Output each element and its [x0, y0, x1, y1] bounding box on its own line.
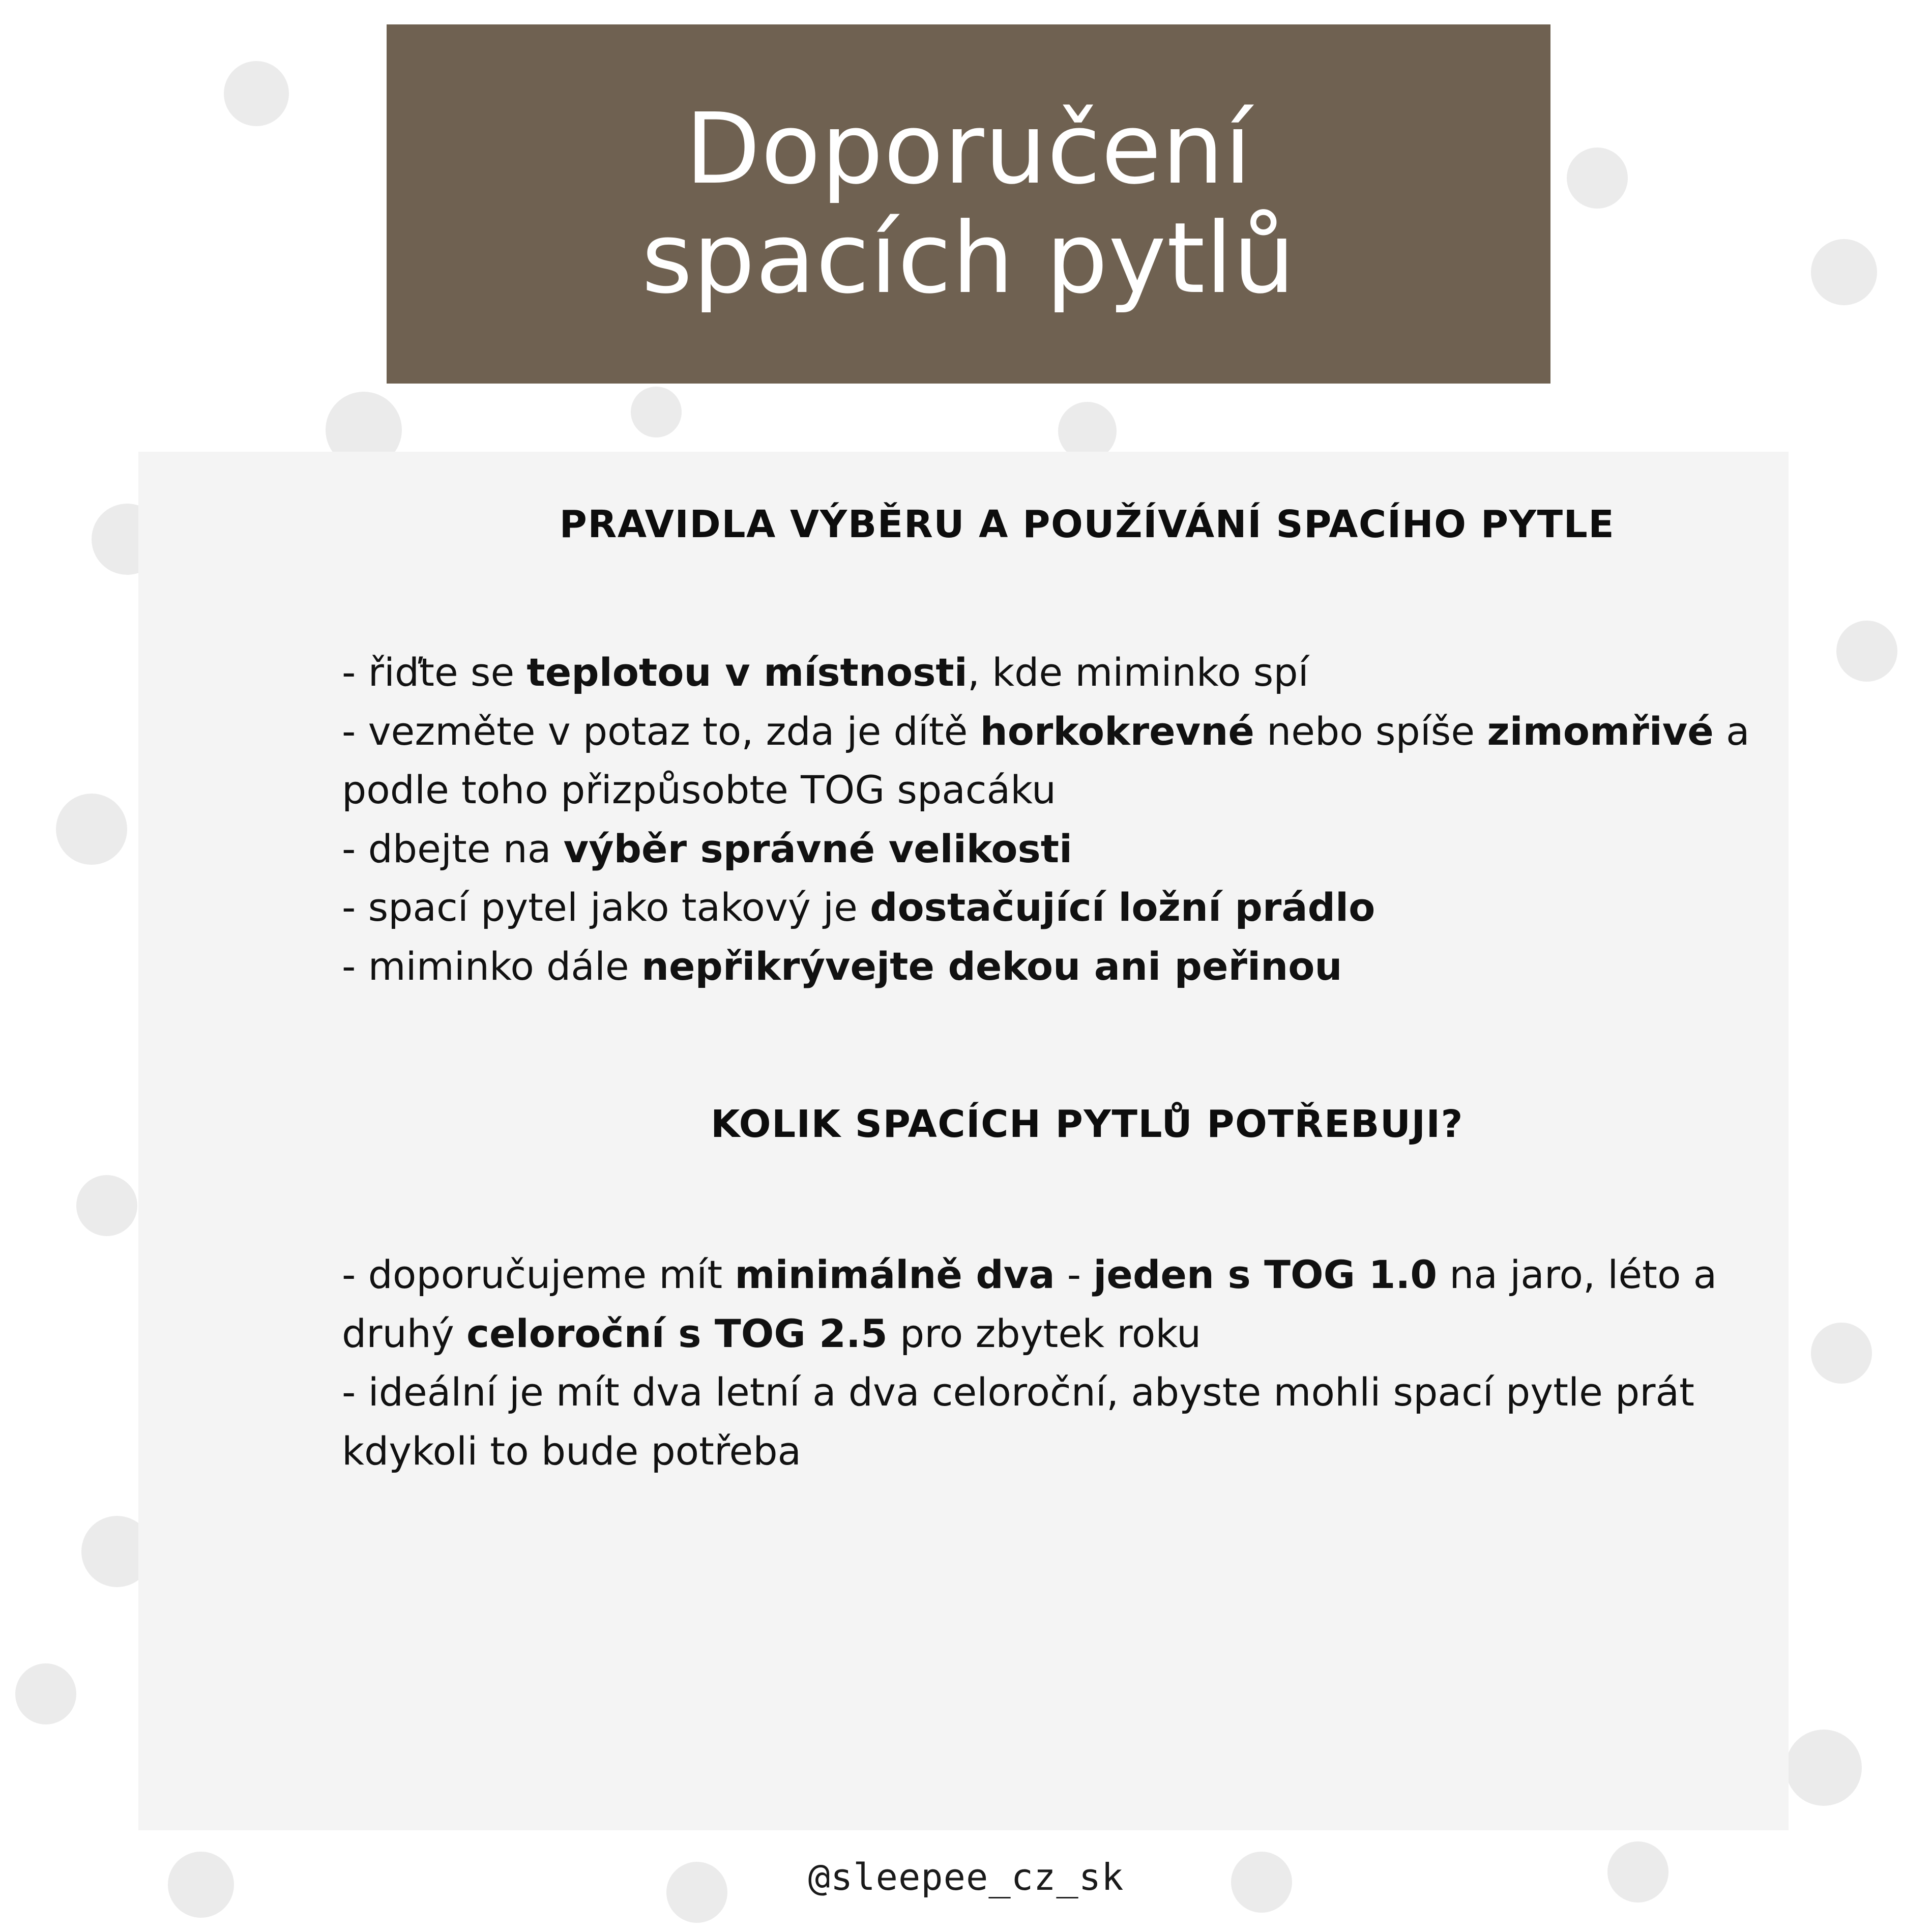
page-title-line-1: Doporučení: [685, 92, 1252, 206]
page-title-line-2: spacích pytlů: [641, 202, 1296, 315]
rules-line-3: - dbejte na výběr správné velikosti: [342, 826, 1073, 871]
content-card-inner: [342, 503, 1832, 1480]
howmany-line-2: - ideální je mít dva letní a dva celoroční, abyste mohli spací pytle prát kdykoli to bude potřeba: [342, 1369, 1694, 1474]
rules-list: [342, 643, 1832, 996]
howmany-line-1: - doporučujeme mít minimálně dva - jeden s TOG 1.0 na jaro, léto a druhý celoroční s TOG 2.5 pro zbytek roku: [342, 1252, 1717, 1356]
decorative-dot: [15, 1663, 76, 1724]
decorative-dot: [631, 387, 682, 437]
rules-line-2: - vezměte v potaz to, zda je dítě horkokrevné nebo spíše zimomřivé a podle toho přizpůsobte TOG spacáku: [342, 708, 1750, 813]
page-title-banner: [387, 24, 1550, 384]
decorative-dot: [1785, 1730, 1862, 1806]
decorative-dot: [224, 61, 289, 126]
howmany-list: [342, 1245, 1832, 1480]
rules-line-1: - řiďte se teplotou v místnosti, kde miminko spí: [342, 650, 1309, 695]
decorative-dot: [1836, 621, 1897, 682]
rules-line-5: - miminko dále nepřikrývejte dekou ani peřinou: [342, 943, 1342, 989]
decorative-dot: [1567, 148, 1628, 209]
rules-line-4: - spací pytel jako takový je dostačující ložní prádlo: [342, 885, 1375, 930]
account-handle: @sleepee_cz_sk: [808, 1856, 1124, 1898]
decorative-dot: [76, 1175, 137, 1236]
decorative-dot: [56, 794, 127, 865]
decorative-dot: [1811, 239, 1877, 305]
section-heading-howmany: KOLIK SPACÍCH PYTLŮ POTŘEBUJI?: [711, 1102, 1463, 1147]
section-heading-rules: PRAVIDLA VÝBĚRU A POUŽÍVÁNÍ SPACÍHO PYTLE: [559, 503, 1615, 546]
content-card: [138, 452, 1789, 1830]
